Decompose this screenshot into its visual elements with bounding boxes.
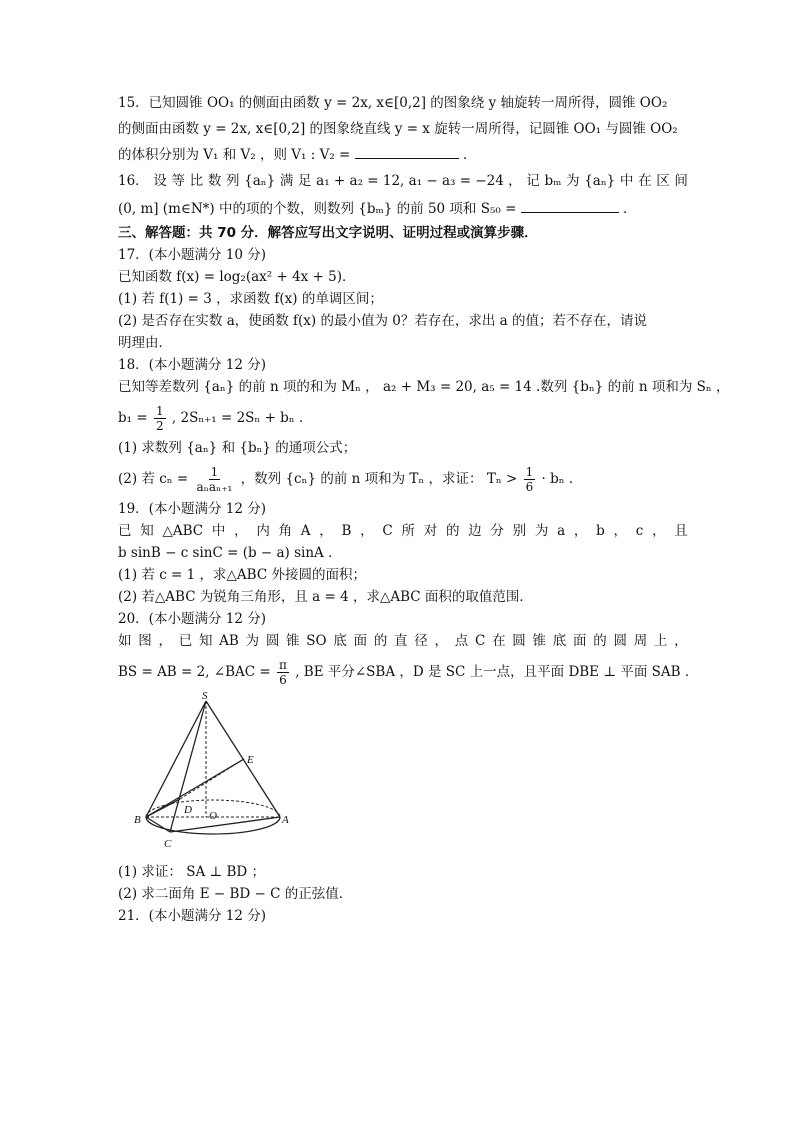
q16-line1-token: 为 (566, 173, 580, 189)
q18-part2-mid: ，数列 {cₙ} 的前 n 项和为 Tₙ ，求证： Tₙ > (240, 471, 518, 487)
q16-line1-token: 等 (171, 173, 185, 189)
q16-line1-token: 在 (638, 173, 652, 189)
q18-head: 18．(本小题满分 12 分) (118, 357, 266, 373)
q20-stem1-token: 的 (593, 633, 607, 649)
fraction-numerator: 1 (525, 465, 534, 479)
q20-stem1-token: ， (434, 633, 449, 649)
q19-stem1-token: B (341, 523, 352, 539)
q20-stem1-token: ， (158, 633, 172, 649)
fraction-denominator: 6 (525, 480, 534, 494)
fraction-numerator: 1 (155, 404, 164, 418)
q16-line1-token: 设 (153, 173, 167, 189)
q19-stem1-token: 的 (445, 523, 460, 539)
q17-part1: (1) 若 f(1) = 3 ，求函数 f(x) 的单调区间； (118, 291, 383, 307)
q20-stem1-token: ， (674, 633, 688, 649)
q18-stem1: 已知等差数列 {aₙ} 的前 n 项的和为 Mₙ ， a₂ + M₃ = 20, a₅ = 14 .数列 {bₙ} 的前 n 项和为 Sₙ ， (118, 379, 730, 395)
q19-stem1-token: ， (319, 523, 333, 539)
q19-stem1-token: 中 (211, 523, 226, 539)
answer-blank (521, 198, 619, 213)
q16-line1-token: {aₙ} (244, 173, 276, 189)
q20-stem1-token: 径 (414, 633, 428, 649)
q19-stem1-token: 内 (256, 523, 270, 539)
q20-part2: (2) 求二面角 E − BD − C 的正弦值． (118, 886, 353, 902)
q19-stem1-token: c (635, 523, 644, 539)
fraction-numerator: 1 (210, 465, 219, 479)
q16-line1-token: 中 (619, 173, 634, 189)
q18-stem2-tail: , 2Sₙ₊₁ = 2Sₙ + bₙ ． (171, 410, 313, 426)
q20-stem1-token: 周 (633, 633, 648, 649)
q19-part1: (1) 若 c = 1 ，求△ABC 外接圆的面积； (118, 567, 366, 583)
q20-stem1-token: 底 (552, 633, 567, 649)
q19-stem2: b sinB − c sinC = (b − a) sinA ． (118, 545, 342, 561)
edge-bc (146, 817, 170, 832)
q16-line1-token: 列 (225, 173, 240, 189)
fraction-denominator: aₙaₙ₊₁ (196, 480, 233, 494)
q20-stem1-token: 圆 (265, 633, 280, 649)
q20-stem1-token: C (474, 633, 486, 649)
fraction-denominator: 6 (279, 673, 287, 687)
q16-line1-token: {aₙ} (584, 173, 616, 189)
q19-stem1-token: 为 (534, 523, 549, 539)
q16-line1-token: 数 (207, 173, 222, 189)
q20-stem2-lead: BS = AB = 2, ∠BAC = (118, 664, 271, 680)
q20-stem2 (118, 658, 699, 687)
q16-line2 (118, 198, 688, 220)
answer-blank (355, 144, 459, 159)
q19-stem1-token: 已 (118, 523, 132, 539)
q18-part1: (1) 求数列 {aₙ} 和 {bₙ} 的通项公式； (118, 440, 357, 456)
q19-stem1-token: 别 (512, 523, 527, 539)
q19-stem1 (118, 520, 688, 542)
q20-stem1-token: AB (219, 633, 239, 649)
q21-head: 21．(本小题满分 12 分) (118, 908, 266, 924)
fraction-numerator: π (279, 658, 287, 672)
q20-stem1-token: 的 (373, 633, 388, 649)
q19-stem1-token: ， (652, 523, 666, 539)
section-heading: 三、解答题：共 70 分．解答应写出文字说明、证明过程或演算步骤． (118, 225, 538, 241)
q20-stem1-token: 锥 (286, 633, 300, 649)
q15-line2: 的侧面由函数 y = 2x, x∈[0,2] 的图象绕直线 y = x 旋转一周所得，记圆锥 OO₁ 与圆锥 OO₂ (118, 121, 678, 137)
q20-stem1-token: SO (306, 633, 327, 649)
q20-stem1-token: 圆 (613, 633, 627, 649)
cone-figure (128, 690, 289, 855)
q18-stem2-lead: b₁ = (118, 410, 148, 426)
q20-stem1 (118, 630, 688, 652)
label-b: B (134, 814, 141, 826)
q19-stem1-token: A (300, 523, 311, 539)
q16-line1-token: 间 (674, 173, 688, 189)
q19-part2: (2) 若△ABC 为锐角三角形，且 a = 4 ，求△ABC 面积的取值范围． (118, 589, 533, 605)
q18-part2-lead: (2) 若 cₙ = (118, 471, 189, 487)
q19-stem1-token: 分 (490, 523, 504, 539)
q19-stem1-token: 知 (140, 523, 154, 539)
q18-part2-tail: · bₙ ． (541, 471, 583, 487)
q20-stem1-token: 在 (492, 633, 506, 649)
q19-stem1-token: ， (573, 523, 588, 539)
q16-line1-token: 满 (279, 173, 294, 189)
q16-line1-token: 比 (189, 173, 204, 189)
fraction-one-half (154, 404, 166, 433)
q19-stem1-token: C (382, 523, 393, 539)
q20-head: 20．(本小题满分 12 分) (118, 611, 266, 627)
q20-stem1-token: 点 (454, 633, 469, 649)
exam-page (118, 92, 730, 927)
q19-stem1-token: ， (360, 523, 374, 539)
q16-line1-token: a₁ + a₂ = 12, a₁ − a₃ = −24 ， (316, 173, 522, 189)
q19-stem1-token: 边 (468, 523, 482, 539)
q19-stem1-token: 所 (401, 523, 415, 539)
fraction-cn (195, 465, 235, 494)
q20-stem1-token: 上 (653, 633, 668, 649)
fraction-denominator: 2 (155, 419, 164, 433)
q19-head: 19．(本小题满分 12 分) (118, 501, 266, 517)
q16-period: ． (622, 201, 637, 217)
q20-stem1-token: 知 (198, 633, 213, 649)
q16-line1-token: bₘ (544, 173, 562, 189)
q16-line2-text: (0, m] (m∈N*) 中的项的个数，则数列 {bₘ} 的前 50 项和 S₅₀ = (118, 201, 517, 217)
q15-period: ． (462, 147, 477, 163)
q20-stem1-token: 已 (178, 633, 193, 649)
q15-line1: 15．已知圆锥 OO₁ 的侧面由函数 y = 2x, x∈[0,2] 的图象绕 y 轴旋转一周所得，圆锥 OO₂ (118, 95, 668, 111)
label-a: A (282, 814, 289, 826)
q17-part2: (2) 是否存在实数 a，使函数 f(x) 的最小值为 0？若存在，求出 a 的值；若不存在，请说 (118, 313, 647, 329)
q20-stem1-token: 面 (353, 633, 368, 649)
q19-stem1-token: △ABC (162, 523, 204, 539)
label-o: O (209, 810, 217, 822)
q19-stem1-token: 对 (423, 523, 438, 539)
q19-stem1-token: ， (613, 523, 628, 539)
q15-line3-text: 的体积分别为 V₁ 和 V₂ ，则 V₁ : V₂ = (118, 147, 351, 163)
q20-stem1-token: 圆 (512, 633, 526, 649)
fraction-one-sixth (524, 465, 536, 494)
q17-part2-cont: 明理由． (118, 335, 172, 351)
q15-line3 (118, 144, 688, 166)
q20-stem1-token: 面 (573, 633, 587, 649)
q16-line1 (118, 170, 688, 192)
q18-part2 (118, 465, 688, 494)
q19-stem1-token: 角 (278, 523, 293, 539)
q16-line1-token: 16． (118, 173, 149, 189)
q20-stem1-token: 如 (118, 633, 132, 649)
q19-stem1-token: 且 (674, 523, 688, 539)
q16-line1-token: 区 (656, 173, 670, 189)
q20-stem1-token: 为 (245, 633, 260, 649)
cone-diagram-svg (128, 695, 288, 855)
q19-stem1-token: ， (234, 523, 248, 539)
q19-stem1-token: b (596, 523, 605, 539)
q20-stem1-token: 锥 (532, 633, 547, 649)
label-d: D (184, 804, 192, 816)
label-c: C (164, 838, 172, 850)
fraction-pi-over-six (277, 658, 289, 687)
q20-stem1-token: 直 (394, 633, 408, 649)
q16-line1-token: 足 (298, 173, 312, 189)
q18-stem2 (118, 404, 688, 433)
label-e: E (247, 754, 254, 766)
q17-head: 17．(本小题满分 10 分) (118, 247, 266, 263)
q20-stem1-token: 底 (333, 633, 347, 649)
q17-stem: 已知函数 f(x) = log₂(ax² + 4x + 5)． (118, 269, 356, 285)
label-s: S (202, 690, 208, 702)
q16-line1-token: 记 (526, 173, 540, 189)
q20-stem1-token: 图 (138, 633, 152, 649)
q20-stem2-tail: , BE 平分∠SBA ，D 是 SC 上一点，且平面 DBE ⊥ 平面 SAB ． (295, 664, 699, 680)
q20-part1: (1) 求证： SA ⊥ BD ； (118, 864, 266, 880)
q19-stem1-token: a (557, 523, 566, 539)
